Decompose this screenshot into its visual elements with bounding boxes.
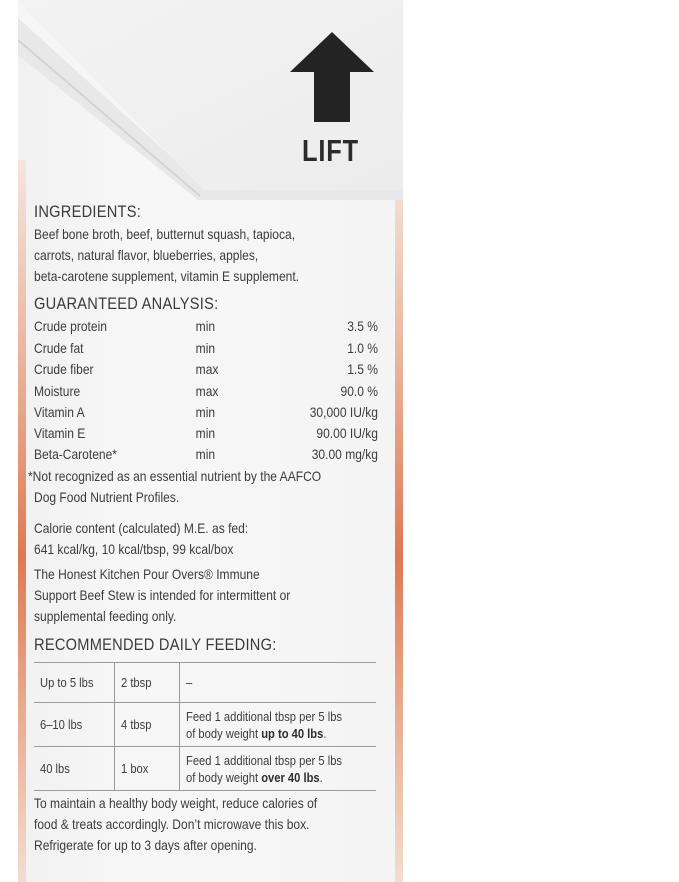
analysis-row: Vitamin E min 90.00 IU/kg xyxy=(34,425,378,441)
feeding-weight: 6–10 lbs xyxy=(40,717,83,732)
statement-line: The Honest Kitchen Pour Overs® Immune xyxy=(34,566,260,582)
feeding-note: Feed 1 additional tbsp per 5 lbs of body weight up to 40 lbs. xyxy=(186,708,343,741)
analysis-footnote: Dog Food Nutrient Profiles. xyxy=(34,489,180,505)
ingredients-line: Beef bone broth, beef, butternut squash, tapioca, xyxy=(34,226,296,242)
calorie-line: 641 kcal/kg, 10 kcal/tbsp, 99 kcal/box xyxy=(34,541,234,557)
feeding-note: – xyxy=(186,675,193,690)
table-row xyxy=(34,663,376,703)
analysis-row: Beta-Carotene* min 30.00 mg/kg xyxy=(34,446,378,462)
feeding-amount: 1 box xyxy=(121,761,149,776)
analysis-heading: GUARANTEED ANALYSIS: xyxy=(34,294,219,313)
analysis-row: Vitamin A min 30,000 IU/kg xyxy=(34,404,378,420)
analysis-row: Crude fat min 1.0 % xyxy=(34,340,378,356)
feeding-weight: Up to 5 lbs xyxy=(40,675,94,690)
table-row xyxy=(34,747,376,791)
warning-line: To maintain a healthy body weight, reduce calories of xyxy=(34,795,318,811)
feeding-table xyxy=(34,662,376,791)
feeding-amount: 4 tbsp xyxy=(121,717,152,732)
feeding-heading: RECOMMENDED DAILY FEEDING: xyxy=(34,635,277,654)
ingredients-line: beta-carotene supplement, vitamin E supplement. xyxy=(34,268,300,284)
analysis-row: Moisture max 90.0 % xyxy=(34,383,378,399)
box-edge-stripe-right xyxy=(395,160,403,882)
warning-line: Refrigerate for up to 3 days after opening. xyxy=(34,837,257,853)
up-arrow-icon xyxy=(290,32,374,122)
feeding-note: Feed 1 additional tbsp per 5 lbs of body weight over 40 lbs. xyxy=(186,752,343,785)
analysis-row: Crude fiber max 1.5 % xyxy=(34,361,378,377)
calorie-line: Calorie content (calculated) M.E. as fed: xyxy=(34,520,249,536)
ingredients-line: carrots, natural flavor, blueberries, apples, xyxy=(34,247,259,263)
statement-line: supplemental feeding only. xyxy=(34,608,177,624)
feeding-weight: 40 lbs xyxy=(40,761,70,776)
lift-label: LIFT xyxy=(302,133,359,168)
box-edge-stripe-left xyxy=(18,160,26,882)
analysis-row: Crude protein min 3.5 % xyxy=(34,318,378,334)
ingredients-heading: INGREDIENTS: xyxy=(34,202,142,221)
feeding-amount: 2 tbsp xyxy=(121,675,152,690)
table-row xyxy=(34,703,376,747)
statement-line: Support Beef Stew is intended for intermittent or xyxy=(34,587,291,603)
warning-line: food & treats accordingly. Don’t microwave this box. xyxy=(34,816,310,832)
analysis-footnote: *Not recognized as an essential nutrient by the AAFCO xyxy=(28,468,322,484)
